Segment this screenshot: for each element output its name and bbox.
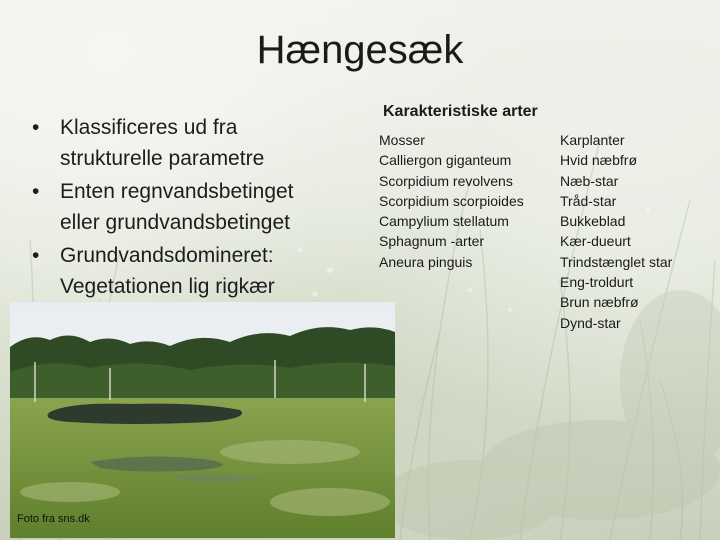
list-item: Sphagnum -arter [379,233,485,250]
list-item: Scorpidium scorpioides [379,192,524,209]
list-item: Calliergon giganteum [379,152,512,169]
list-item: Dynd-star [560,314,621,331]
list-item: Karplanter [560,132,625,148]
bullet-dot-icon: • [32,116,40,139]
list-item: Mosser [379,132,425,148]
bullet-dot-icon: • [32,180,40,203]
list-item: Aneura pinguis [379,253,473,270]
bullet-item: • Enten regnvandsbetinget eller grundvandsbetinget [30,176,320,238]
list-item: Næb-star [560,172,619,189]
bullet-item: • Klassificeres ud fra strukturelle parametre [30,112,320,174]
bullet-list [30,112,320,304]
bog-photo [10,302,395,538]
list-item: Trindstænglet star [560,253,673,270]
bog-landscape-image [10,302,395,538]
plants-list [560,130,672,333]
list-item: Eng-troldurt [560,274,634,291]
list-item: Tråd-star [560,192,617,209]
bullet-dot-icon: • [32,244,40,267]
mosses-list [379,130,524,272]
species-heading: Karakteristiske arter [383,103,538,120]
list-item: Bukkeblad [560,213,626,230]
bullet-item: • Grundvandsdomineret: Vegetationen lig rigkær [30,240,320,302]
slide-title: Hængesæk [256,28,464,72]
photo-caption: Foto fra sns.dk [17,513,90,525]
list-item: Hvid næbfrø [560,152,638,169]
list-item: Kær-dueurt [560,233,631,250]
list-item: Campylium stellatum [379,213,509,230]
list-item: Scorpidium revolvens [379,172,513,189]
list-item: Brun næbfrø [560,294,639,311]
